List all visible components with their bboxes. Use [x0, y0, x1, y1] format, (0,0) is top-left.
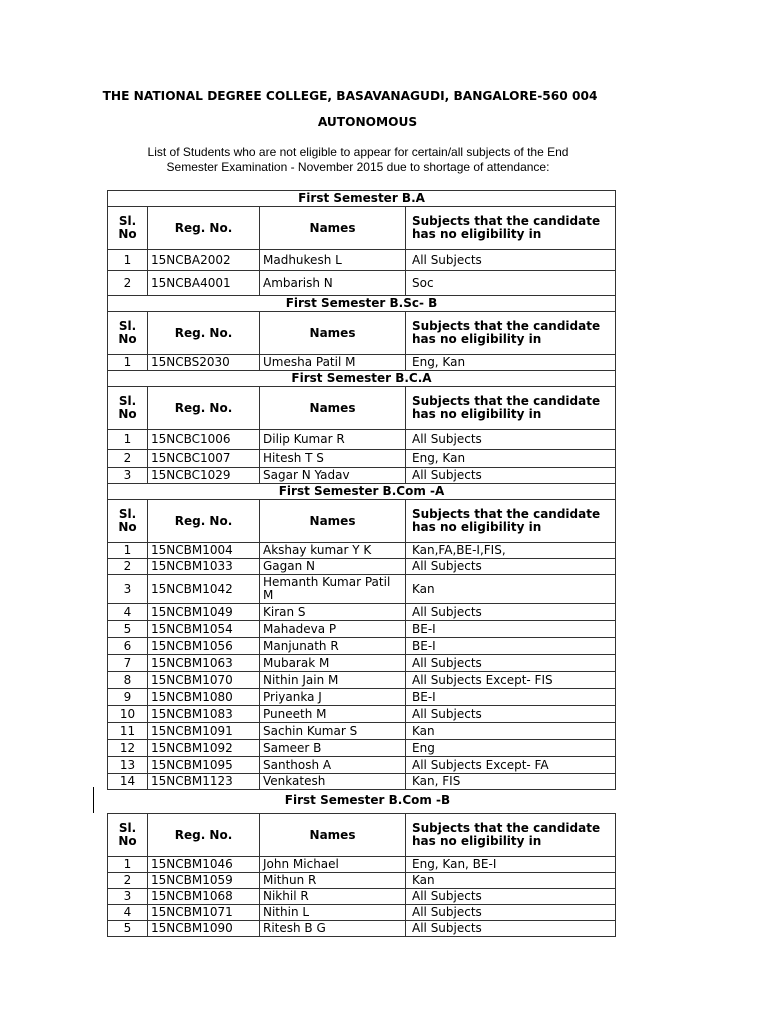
row-reg-no: 15NCBA2002	[148, 250, 260, 271]
column-header-sl: Sl. No	[108, 814, 148, 857]
row-subjects: All Subjects Except- FA	[406, 757, 616, 774]
row-reg-no: 15NCBM1046	[148, 857, 260, 873]
row-subjects: Eng, Kan	[406, 450, 616, 468]
table-row	[108, 430, 616, 450]
row-sl-no: 3	[108, 889, 148, 905]
row-reg-no: 15NCBC1029	[148, 468, 260, 484]
table-row	[108, 905, 616, 921]
row-subjects: All Subjects	[406, 889, 616, 905]
row-subjects: Kan	[406, 873, 616, 889]
row-reg-no: 15NCBM1080	[148, 689, 260, 706]
row-sl-no: 3	[108, 468, 148, 484]
row-name: Nikhil R	[260, 889, 406, 905]
row-sl-no: 4	[108, 905, 148, 921]
row-reg-no: 15NCBM1070	[148, 672, 260, 689]
row-name: Mithun R	[260, 873, 406, 889]
row-subjects: Kan, FIS	[406, 774, 616, 790]
row-subjects: Kan,FA,BE-I,FIS,	[406, 543, 616, 559]
row-name: Ritesh B G	[260, 921, 406, 937]
table-row	[108, 857, 616, 873]
college-title: THE NATIONAL DEGREE COLLEGE, BASAVANAGUDI, BANGALORE-560 004	[102, 89, 598, 103]
row-sl-no: 1	[108, 250, 148, 271]
column-header-row	[108, 814, 616, 857]
row-subjects: All Subjects	[406, 604, 616, 621]
row-sl-no: 7	[108, 655, 148, 672]
row-subjects: All Subjects	[406, 706, 616, 723]
row-name: Hitesh T S	[260, 450, 406, 468]
column-header-row	[108, 387, 616, 430]
row-sl-no: 9	[108, 689, 148, 706]
row-name: Hemanth Kumar Patil M	[260, 575, 406, 604]
row-name: Puneeth M	[260, 706, 406, 723]
row-sl-no: 1	[108, 857, 148, 873]
row-name: Manjunath R	[260, 638, 406, 655]
section-title: First Semester B.A	[108, 191, 616, 207]
column-header-sl: Sl. No	[108, 312, 148, 355]
row-subjects: BE-I	[406, 621, 616, 638]
section-header-row	[108, 371, 616, 387]
column-header-names: Names	[260, 500, 406, 543]
row-reg-no: 15NCBM1095	[148, 757, 260, 774]
column-header-reg: Reg. No.	[148, 500, 260, 543]
table-row	[108, 757, 616, 774]
row-reg-no: 15NCBM1091	[148, 723, 260, 740]
row-name: Priyanka J	[260, 689, 406, 706]
row-subjects: All Subjects	[406, 468, 616, 484]
column-header-sl: Sl. No	[108, 387, 148, 430]
column-header-subjects: Subjects that the candidate has no eligibility in	[406, 387, 616, 430]
column-header-sl: Sl. No	[108, 500, 148, 543]
row-reg-no: 15NCBC1006	[148, 430, 260, 450]
column-header-names: Names	[260, 387, 406, 430]
column-header-row	[108, 312, 616, 355]
column-header-names: Names	[260, 207, 406, 250]
column-header-names: Names	[260, 814, 406, 857]
column-header-sl: Sl. No	[108, 207, 148, 250]
table-row	[108, 889, 616, 905]
row-reg-no: 15NCBS2030	[148, 355, 260, 371]
row-name: Akshay kumar Y K	[260, 543, 406, 559]
table-row	[108, 723, 616, 740]
row-reg-no: 15NCBM1092	[148, 740, 260, 757]
section-header-row	[108, 191, 616, 207]
row-subjects: Eng, Kan	[406, 355, 616, 371]
row-subjects: All Subjects	[406, 559, 616, 575]
row-name: Sachin Kumar S	[260, 723, 406, 740]
row-sl-no: 1	[108, 430, 148, 450]
row-reg-no: 15NCBM1033	[148, 559, 260, 575]
table-row	[108, 468, 616, 484]
row-name: Ambarish N	[260, 271, 406, 296]
row-name: Nithin Jain M	[260, 672, 406, 689]
table-row	[108, 638, 616, 655]
section-title-bcom-b: First Semester B.Com -B	[284, 793, 451, 807]
row-sl-no: 2	[108, 450, 148, 468]
eligibility-table	[107, 190, 616, 790]
row-reg-no: 15NCBM1049	[148, 604, 260, 621]
row-sl-no: 12	[108, 740, 148, 757]
row-name: Nithin L	[260, 905, 406, 921]
row-name: Venkatesh	[260, 774, 406, 790]
row-reg-no: 15NCBM1068	[148, 889, 260, 905]
bcom-b-table	[107, 813, 616, 937]
row-reg-no: 15NCBM1063	[148, 655, 260, 672]
row-subjects: All Subjects Except- FIS	[406, 672, 616, 689]
row-name: Kiran S	[260, 604, 406, 621]
row-subjects: Eng, Kan, BE-I	[406, 857, 616, 873]
column-header-subjects: Subjects that the candidate has no eligibility in	[406, 500, 616, 543]
row-subjects: All Subjects	[406, 250, 616, 271]
row-subjects: BE-I	[406, 689, 616, 706]
row-name: Sagar N Yadav	[260, 468, 406, 484]
table-row	[108, 774, 616, 790]
table-row	[108, 655, 616, 672]
row-sl-no: 2	[108, 559, 148, 575]
table-row	[108, 621, 616, 638]
bcom-b-table-body	[108, 814, 616, 937]
row-subjects: Soc	[406, 271, 616, 296]
table-row	[108, 921, 616, 937]
column-header-subjects: Subjects that the candidate has no eligibility in	[406, 814, 616, 857]
row-subjects: All Subjects	[406, 921, 616, 937]
row-reg-no: 15NCBC1007	[148, 450, 260, 468]
row-subjects: Kan	[406, 723, 616, 740]
table-row	[108, 740, 616, 757]
column-header-row	[108, 207, 616, 250]
column-header-reg: Reg. No.	[148, 312, 260, 355]
row-reg-no: 15NCBM1071	[148, 905, 260, 921]
section-title: First Semester B.Sc- B	[108, 296, 616, 312]
table-row	[108, 271, 616, 296]
row-name: Santhosh A	[260, 757, 406, 774]
column-header-row	[108, 500, 616, 543]
eligibility-table-body	[108, 191, 616, 790]
row-sl-no: 1	[108, 543, 148, 559]
row-reg-no: 15NCBM1090	[148, 921, 260, 937]
column-header-reg: Reg. No.	[148, 207, 260, 250]
intro-line-1: List of Students who are not eligible to appear for certain/all subjects of the End	[147, 145, 569, 159]
table-row	[108, 250, 616, 271]
table-row	[108, 559, 616, 575]
row-reg-no: 15NCBA4001	[148, 271, 260, 296]
section-title: First Semester B.Com -A	[108, 484, 616, 500]
intro-text	[108, 145, 608, 175]
row-reg-no: 15NCBM1004	[148, 543, 260, 559]
row-sl-no: 5	[108, 921, 148, 937]
row-sl-no: 1	[108, 355, 148, 371]
row-name: Gagan N	[260, 559, 406, 575]
row-sl-no: 2	[108, 873, 148, 889]
row-name: Mahadeva P	[260, 621, 406, 638]
table-row	[108, 689, 616, 706]
row-subjects: Eng	[406, 740, 616, 757]
section-header-row	[108, 296, 616, 312]
column-header-names: Names	[260, 312, 406, 355]
row-sl-no: 14	[108, 774, 148, 790]
row-reg-no: 15NCBM1056	[148, 638, 260, 655]
row-sl-no: 4	[108, 604, 148, 621]
row-reg-no: 15NCBM1054	[148, 621, 260, 638]
row-subjects: All Subjects	[406, 655, 616, 672]
table-row	[108, 575, 616, 604]
row-subjects: Kan	[406, 575, 616, 604]
table-row	[108, 873, 616, 889]
intro-line-2: Semester Examination - November 2015 due to shortage of attendance:	[166, 160, 550, 174]
column-header-subjects: Subjects that the candidate has no eligibility in	[406, 312, 616, 355]
row-sl-no: 11	[108, 723, 148, 740]
row-subjects: All Subjects	[406, 430, 616, 450]
table-row	[108, 706, 616, 723]
row-reg-no: 15NCBM1059	[148, 873, 260, 889]
row-reg-no: 15NCBM1083	[148, 706, 260, 723]
table-row	[108, 543, 616, 559]
table-row	[108, 672, 616, 689]
section-title: First Semester B.C.A	[108, 371, 616, 387]
section-header-row	[108, 484, 616, 500]
row-sl-no: 10	[108, 706, 148, 723]
row-sl-no: 8	[108, 672, 148, 689]
column-header-reg: Reg. No.	[148, 387, 260, 430]
table-row	[108, 450, 616, 468]
row-subjects: All Subjects	[406, 905, 616, 921]
row-name: Dilip Kumar R	[260, 430, 406, 450]
autonomous-label: AUTONOMOUS	[317, 115, 418, 129]
table-row	[108, 355, 616, 371]
row-sl-no: 3	[108, 575, 148, 604]
row-subjects: BE-I	[406, 638, 616, 655]
row-sl-no: 5	[108, 621, 148, 638]
table-row	[108, 604, 616, 621]
row-sl-no: 2	[108, 271, 148, 296]
row-sl-no: 6	[108, 638, 148, 655]
column-header-subjects: Subjects that the candidate has no eligibility in	[406, 207, 616, 250]
row-reg-no: 15NCBM1123	[148, 774, 260, 790]
row-name: Madhukesh L	[260, 250, 406, 271]
row-name: John Michael	[260, 857, 406, 873]
column-header-reg: Reg. No.	[148, 814, 260, 857]
row-name: Sameer B	[260, 740, 406, 757]
row-name: Umesha Patil M	[260, 355, 406, 371]
row-sl-no: 13	[108, 757, 148, 774]
row-name: Mubarak M	[260, 655, 406, 672]
row-reg-no: 15NCBM1042	[148, 575, 260, 604]
